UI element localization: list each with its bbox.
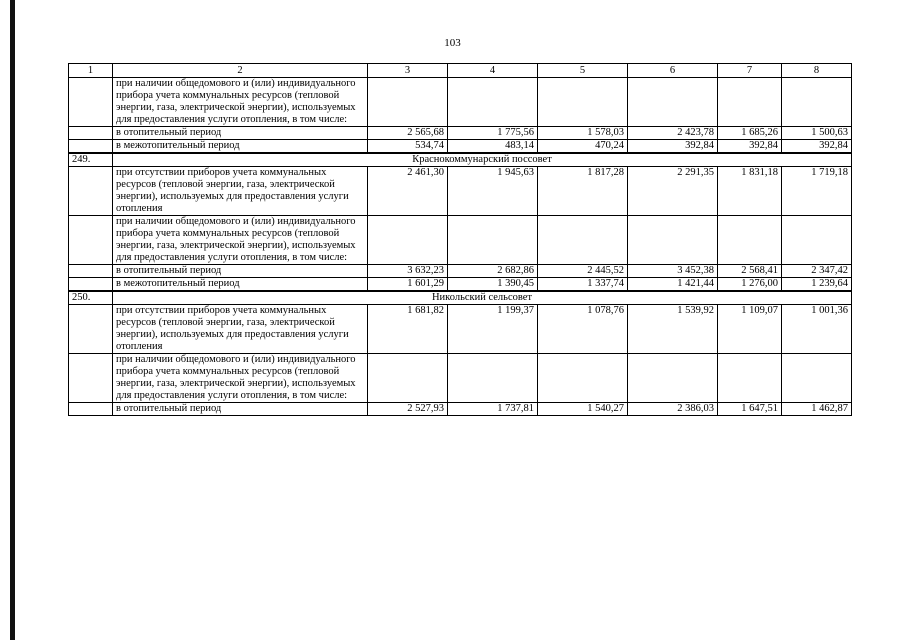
table-row — [69, 140, 852, 154]
value-cell: 1 540,27 — [538, 403, 628, 416]
row-number — [69, 127, 113, 140]
value-cell: 470,24 — [538, 140, 628, 154]
section-title: Краснокоммунарский поссовет — [113, 153, 852, 167]
value-cell — [448, 354, 538, 403]
value-cell: 2 423,78 — [628, 127, 718, 140]
value-cell: 2 445,52 — [538, 265, 628, 278]
table-row — [69, 78, 852, 127]
value-cell: 392,84 — [628, 140, 718, 154]
value-cell — [368, 354, 448, 403]
tariff-table — [68, 63, 852, 416]
value-cell: 392,84 — [718, 140, 782, 154]
row-description: в межотопительный период — [113, 278, 368, 292]
row-number — [69, 354, 113, 403]
table-row — [69, 167, 852, 216]
value-cell — [448, 216, 538, 265]
row-description: в отопительный период — [113, 127, 368, 140]
value-cell: 1 681,82 — [368, 305, 448, 354]
column-header: 3 — [368, 64, 448, 78]
section-row — [69, 291, 852, 305]
table-row — [69, 305, 852, 354]
row-description: при наличии общедомового и (или) индивидуального прибора учета коммунальных ресурсов (тепловой энергии, газа, электрической энергии), используемых для предоставления услуги отопления, в том числе: — [113, 78, 368, 127]
value-cell: 1 719,18 — [782, 167, 852, 216]
column-header: 8 — [782, 64, 852, 78]
value-cell: 1 109,07 — [718, 305, 782, 354]
value-cell — [782, 216, 852, 265]
value-cell: 1 276,00 — [718, 278, 782, 292]
value-cell: 483,14 — [448, 140, 538, 154]
row-number — [69, 216, 113, 265]
value-cell — [718, 216, 782, 265]
value-cell: 1 831,18 — [718, 167, 782, 216]
value-cell: 1 421,44 — [628, 278, 718, 292]
value-cell: 1 462,87 — [782, 403, 852, 416]
value-cell: 1 647,51 — [718, 403, 782, 416]
value-cell — [718, 354, 782, 403]
table-row — [69, 127, 852, 140]
value-cell: 2 386,03 — [628, 403, 718, 416]
value-cell: 1 539,92 — [628, 305, 718, 354]
column-header: 4 — [448, 64, 538, 78]
value-cell — [538, 78, 628, 127]
row-number — [69, 265, 113, 278]
row-number: 250. — [69, 291, 113, 305]
value-cell — [368, 78, 448, 127]
column-header: 6 — [628, 64, 718, 78]
value-cell: 534,74 — [368, 140, 448, 154]
table-header-row — [69, 64, 852, 78]
value-cell: 392,84 — [782, 140, 852, 154]
row-number — [69, 403, 113, 416]
row-description: при наличии общедомового и (или) индивидуального прибора учета коммунальных ресурсов (тепловой энергии, газа, электрической энергии), используемых для предоставления услуги отопления, в том числе: — [113, 216, 368, 265]
column-header: 5 — [538, 64, 628, 78]
row-description: в отопительный период — [113, 403, 368, 416]
section-row — [69, 153, 852, 167]
value-cell: 2 565,68 — [368, 127, 448, 140]
table-row — [69, 354, 852, 403]
value-cell: 2 527,93 — [368, 403, 448, 416]
scan-edge — [10, 0, 15, 640]
value-cell: 1 601,29 — [368, 278, 448, 292]
value-cell: 1 239,64 — [782, 278, 852, 292]
value-cell — [718, 78, 782, 127]
value-cell: 1 337,74 — [538, 278, 628, 292]
row-description: при наличии общедомового и (или) индивидуального прибора учета коммунальных ресурсов (тепловой энергии, газа, электрической энергии), используемых для предоставления услуги отопления, в том числе: — [113, 354, 368, 403]
section-title: Никольский сельсовет — [113, 291, 852, 305]
value-cell: 3 452,38 — [628, 265, 718, 278]
value-cell — [538, 354, 628, 403]
value-cell — [628, 78, 718, 127]
value-cell: 1 500,63 — [782, 127, 852, 140]
row-number — [69, 140, 113, 154]
value-cell — [628, 354, 718, 403]
row-description: в межотопительный период — [113, 140, 368, 154]
value-cell: 2 461,30 — [368, 167, 448, 216]
row-number — [69, 167, 113, 216]
row-description: при отсутствии приборов учета коммунальных ресурсов (тепловой энергии, газа, электрической энергии), используемых для предоставления услуги отопления — [113, 305, 368, 354]
column-header: 1 — [69, 64, 113, 78]
value-cell: 1 199,37 — [448, 305, 538, 354]
value-cell — [782, 354, 852, 403]
page-number: 103 — [444, 37, 461, 49]
row-number — [69, 305, 113, 354]
value-cell: 1 578,03 — [538, 127, 628, 140]
row-number: 249. — [69, 153, 113, 167]
table-row — [69, 265, 852, 278]
value-cell: 2 682,86 — [448, 265, 538, 278]
value-cell — [538, 216, 628, 265]
value-cell: 1 078,76 — [538, 305, 628, 354]
value-cell: 3 632,23 — [368, 265, 448, 278]
value-cell: 1 001,36 — [782, 305, 852, 354]
value-cell — [628, 216, 718, 265]
value-cell: 1 685,26 — [718, 127, 782, 140]
value-cell: 1 817,28 — [538, 167, 628, 216]
row-number — [69, 278, 113, 292]
table-row — [69, 216, 852, 265]
value-cell — [448, 78, 538, 127]
column-header: 7 — [718, 64, 782, 78]
value-cell: 1 737,81 — [448, 403, 538, 416]
value-cell: 2 347,42 — [782, 265, 852, 278]
value-cell: 2 291,35 — [628, 167, 718, 216]
table-row — [69, 403, 852, 416]
row-description: при отсутствии приборов учета коммунальных ресурсов (тепловой энергии, газа, электрической энергии), используемых для предоставления услуги отопления — [113, 167, 368, 216]
row-description: в отопительный период — [113, 265, 368, 278]
value-cell: 2 568,41 — [718, 265, 782, 278]
row-number — [69, 78, 113, 127]
table-row — [69, 278, 852, 292]
value-cell: 1 775,56 — [448, 127, 538, 140]
value-cell: 1 945,63 — [448, 167, 538, 216]
value-cell — [368, 216, 448, 265]
column-header: 2 — [113, 64, 368, 78]
value-cell — [782, 78, 852, 127]
value-cell: 1 390,45 — [448, 278, 538, 292]
